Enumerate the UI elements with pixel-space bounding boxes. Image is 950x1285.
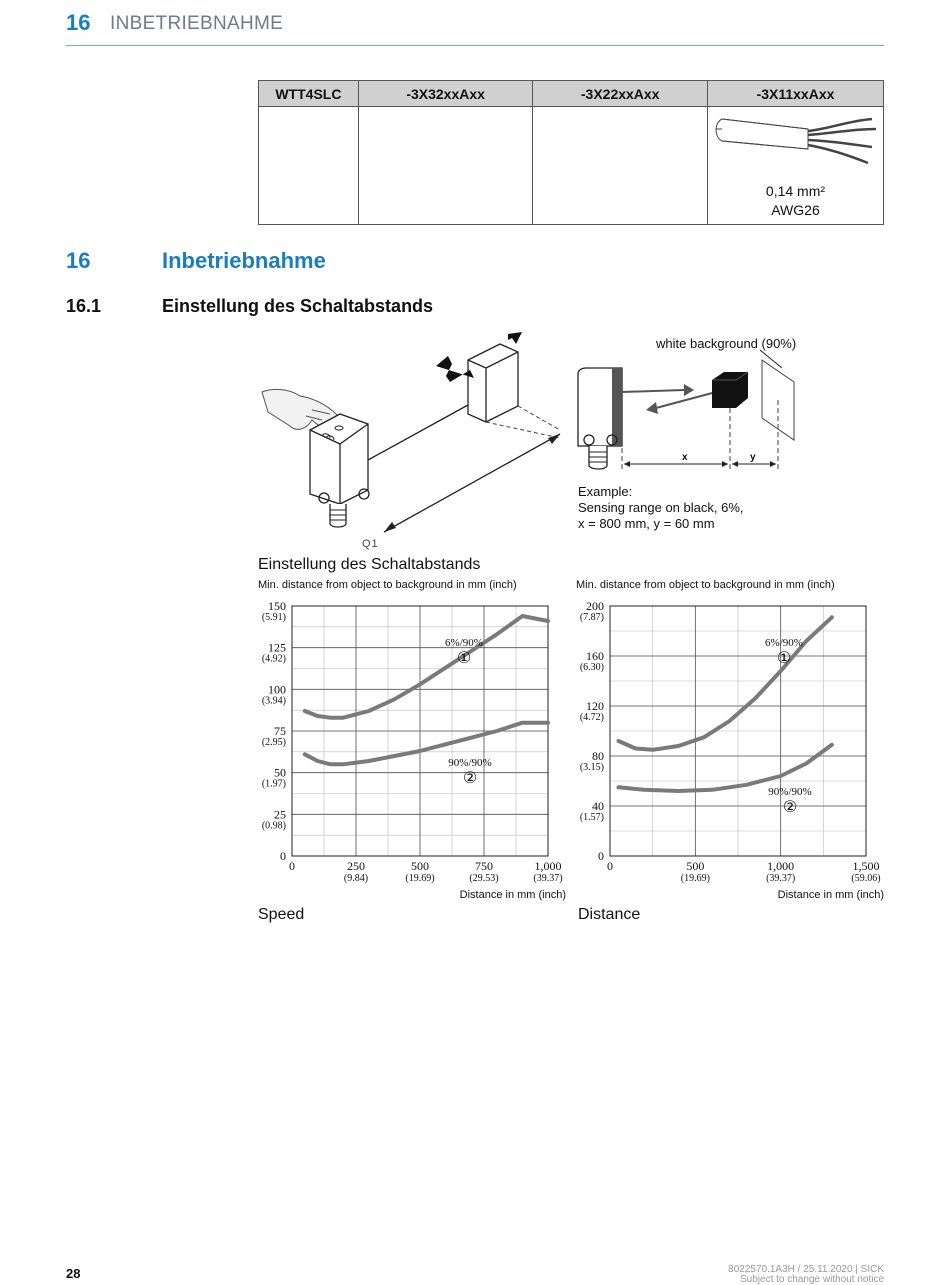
- x-tick-sublabel: (39.37): [533, 873, 563, 884]
- y-tick-label: 125: [268, 640, 286, 655]
- y-tick-label: 25: [274, 807, 286, 822]
- page-number: 28: [66, 1266, 81, 1281]
- y-tick-sublabel: (7.87): [579, 612, 604, 623]
- y-tick-label: 75: [274, 724, 286, 738]
- series-line-2: [619, 745, 832, 791]
- series-marker: ②: [782, 797, 798, 816]
- x-axis-label: Distance in mm (inch): [459, 889, 566, 901]
- series-label: 90%/90%: [448, 757, 492, 769]
- example-line: Example:: [578, 484, 633, 499]
- table-header-cell: -3X11xxAxx: [707, 81, 883, 107]
- connection-table: [258, 80, 884, 225]
- y-tick-sublabel: (6.30): [579, 662, 604, 673]
- footer-info: [728, 1265, 884, 1285]
- y-tick-sublabel: (4.72): [579, 712, 604, 723]
- y-tick-label: 120: [586, 699, 604, 713]
- series-line-1: [305, 616, 548, 718]
- y-tick-sublabel: (1.97): [261, 778, 286, 790]
- y-tick-sublabel: (0.98): [261, 820, 286, 832]
- x-tick-label: 0: [289, 859, 295, 873]
- x-tick-sublabel: (39.37): [766, 873, 796, 884]
- table-header-cell: -3X22xxAxx: [533, 81, 708, 107]
- x-tick-label: 0: [607, 859, 613, 873]
- y-tick-label: 0: [598, 849, 604, 863]
- cable-size: 0,14 mm²: [765, 183, 826, 199]
- table-cell: [259, 107, 359, 225]
- subsection-title: Einstellung des Schaltabstands: [162, 296, 434, 316]
- y-tick-sublabel: (3.15): [579, 762, 604, 773]
- x-tick-sublabel: (19.69): [680, 873, 710, 884]
- series-label: 6%/90%: [445, 637, 483, 649]
- chart-caption-speed: Speed: [258, 906, 305, 923]
- cable-icon: [708, 107, 882, 179]
- series-marker: ①: [776, 648, 792, 667]
- y-axis-label: Min. distance from object to background in mm (inch): [258, 579, 517, 591]
- table-cell: [533, 107, 708, 225]
- table-header-cell: -3X32xxAxx: [358, 81, 533, 107]
- series-line-2: [305, 723, 548, 765]
- y-tick-label: 40: [592, 799, 604, 813]
- y-tick-label: 160: [586, 649, 604, 663]
- series-label: 90%/90%: [768, 786, 812, 798]
- y-tick-label: 200: [586, 599, 604, 613]
- x-tick-label: 500: [686, 859, 705, 873]
- subsection-number: 16.1: [66, 296, 102, 316]
- header-number: 16: [66, 10, 91, 35]
- charts-title: Einstellung des Schaltabstands: [258, 556, 481, 573]
- background-label: white background (90%): [656, 336, 797, 351]
- y-tick-label: 50: [274, 765, 286, 780]
- footer-doc: 8022570.1A3H / 25.11.2020 | SICK: [728, 1264, 884, 1275]
- series-marker: ①: [456, 648, 472, 667]
- series-label: 6%/90%: [765, 637, 803, 649]
- x-tick-sublabel: (9.84): [343, 873, 369, 884]
- section-title: Inbetriebnahme: [162, 248, 326, 273]
- y-tick-sublabel: (3.94): [261, 695, 286, 707]
- section-number: 16: [66, 248, 91, 273]
- y-axis-label: Min. distance from object to background in mm (inch): [576, 579, 835, 591]
- y-tick-label: 150: [268, 599, 286, 613]
- y-tick-label: 0: [280, 849, 286, 863]
- x-tick-label: 1,500: [852, 859, 880, 873]
- footer-note: Subject to change without notice: [740, 1274, 884, 1285]
- example-text: [578, 484, 744, 532]
- y-tick-label: 100: [268, 682, 286, 697]
- x-dimension-label: x: [682, 452, 688, 463]
- y-dimension-label: y: [750, 452, 756, 463]
- series-marker: ②: [462, 768, 478, 787]
- x-tick-sublabel: (19.69): [405, 873, 435, 884]
- speed-chart: [256, 576, 568, 906]
- header-title: INBETRIEBNAHME: [110, 13, 284, 34]
- x-tick-sublabel: (59.06): [851, 873, 881, 884]
- y-tick-sublabel: (4.92): [261, 653, 286, 665]
- y-tick-sublabel: (5.91): [261, 612, 286, 623]
- q1-label: Q1: [362, 538, 379, 550]
- table-header-cell: WTT4SLC: [259, 81, 359, 107]
- x-tick-label: 750: [475, 859, 493, 873]
- distance-chart: [574, 576, 886, 906]
- x-tick-label: 1,000: [534, 859, 562, 873]
- example-line: Sensing range on black, 6%,: [578, 500, 744, 515]
- page-header: [66, 8, 884, 46]
- chart-caption-distance: Distance: [578, 906, 641, 923]
- table-cell: [358, 107, 533, 225]
- y-tick-sublabel: (2.95): [261, 737, 286, 748]
- x-tick-label: 500: [411, 859, 429, 873]
- x-tick-label: 250: [347, 859, 365, 873]
- x-tick-label: 1,000: [767, 859, 795, 873]
- x-tick-sublabel: (29.53): [469, 873, 499, 884]
- table-row: [259, 107, 884, 225]
- y-tick-sublabel: (1.57): [579, 812, 604, 823]
- example-line: x = 800 mm, y = 60 mm: [578, 516, 715, 531]
- table-cell-cable: [707, 107, 883, 225]
- cable-awg: AWG26: [771, 202, 820, 218]
- y-tick-label: 80: [592, 749, 604, 763]
- x-axis-label: Distance in mm (inch): [777, 889, 884, 901]
- table-header-row: [259, 81, 884, 107]
